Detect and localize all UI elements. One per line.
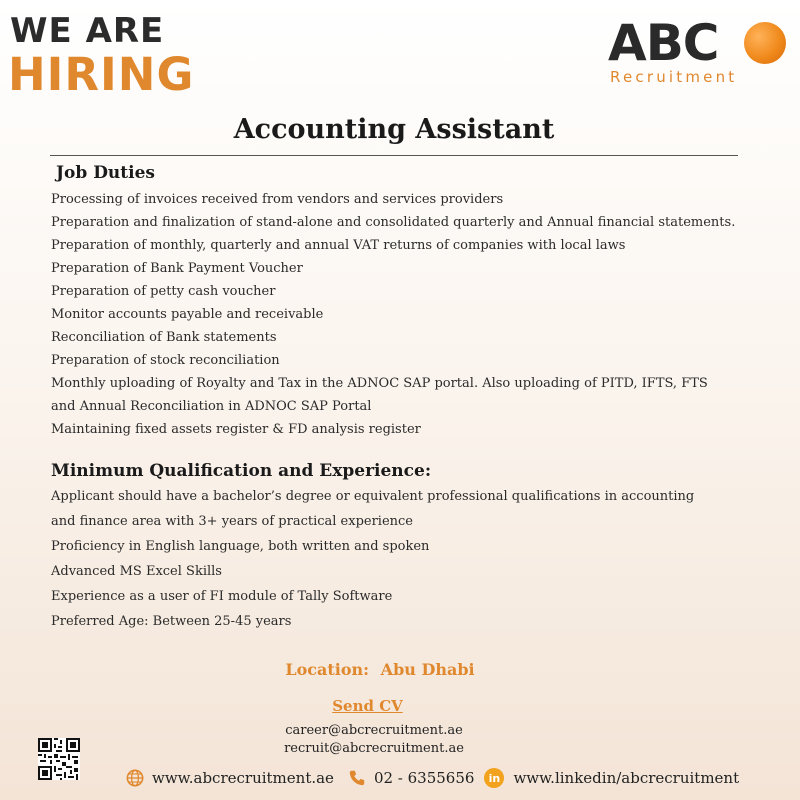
website-link[interactable]: www.abcrecruitment.ae	[152, 769, 334, 787]
location-label: Location:	[285, 660, 370, 679]
hiring-line-2: HIRING	[8, 48, 195, 101]
contact-footer	[126, 766, 739, 790]
email-recruit[interactable]: recruit@abcrecruitment.ae	[284, 741, 464, 756]
duty-item: Preparation of Bank Payment Voucher	[51, 261, 303, 276]
logo-subtitle: Recruitment	[610, 68, 738, 86]
job-title: Accounting Assistant	[233, 114, 555, 145]
job-duties-heading: Job Duties	[56, 163, 155, 183]
qualification-item: Advanced MS Excel Skills	[51, 564, 222, 579]
linkedin-icon: in	[484, 768, 504, 788]
duty-item: and Annual Reconciliation in ADNOC SAP Portal	[51, 399, 372, 414]
duty-item: Maintaining fixed assets register & FD analysis register	[51, 422, 421, 437]
duty-item: Preparation of monthly, quarterly and annual VAT returns of companies with local laws	[51, 238, 626, 253]
qualifications-heading: Minimum Qualification and Experience:	[51, 461, 432, 481]
duty-item: Preparation of stock reconciliation	[51, 353, 280, 368]
duty-item: Reconciliation of Bank statements	[51, 330, 277, 345]
location-line	[0, 660, 760, 679]
email-career[interactable]: career@abcrecruitment.ae	[285, 723, 463, 738]
hiring-line-1: WE ARE	[10, 11, 165, 51]
qualification-item: Proficiency in English language, both written and spoken	[51, 539, 430, 554]
qualification-item: and finance area with 3+ years of practical experience	[51, 514, 414, 529]
location-value: Abu Dhabi	[380, 660, 475, 679]
duty-item: Preparation and finalization of stand-alone and consolidated quarterly and Annual financial statements.	[51, 215, 736, 230]
duty-item: Preparation of petty cash voucher	[51, 284, 276, 299]
qr-code-icon	[38, 738, 80, 780]
qualification-item: Experience as a user of FI module of Tally Software	[51, 589, 393, 604]
email-list	[0, 722, 748, 758]
qualifications-list	[51, 484, 694, 634]
company-logo	[608, 16, 784, 88]
title-divider	[50, 155, 738, 156]
duty-item: Monitor accounts payable and receivable	[51, 307, 324, 322]
phone-icon	[348, 769, 366, 787]
logo-orange-ball-icon	[744, 22, 786, 64]
send-cv-link[interactable]: Send CV	[332, 697, 403, 715]
phone-number[interactable]: 02 - 6355656	[373, 769, 475, 787]
job-duties-list	[51, 188, 735, 441]
linkedin-link[interactable]: www.linkedin/abcrecruitment	[513, 769, 740, 787]
logo-letters: ABC	[608, 14, 719, 72]
qualification-item: Preferred Age: Between 25-45 years	[51, 614, 292, 629]
duty-item: Processing of invoices received from vendors and services providers	[51, 192, 504, 207]
duty-item: Monthly uploading of Royalty and Tax in the ADNOC SAP portal. Also uploading of PITD, IFTS, FTS	[51, 376, 708, 391]
qualification-item: Applicant should have a bachelor’s degree or equivalent professional qualifications in accounting	[51, 489, 695, 504]
globe-icon	[126, 769, 144, 787]
